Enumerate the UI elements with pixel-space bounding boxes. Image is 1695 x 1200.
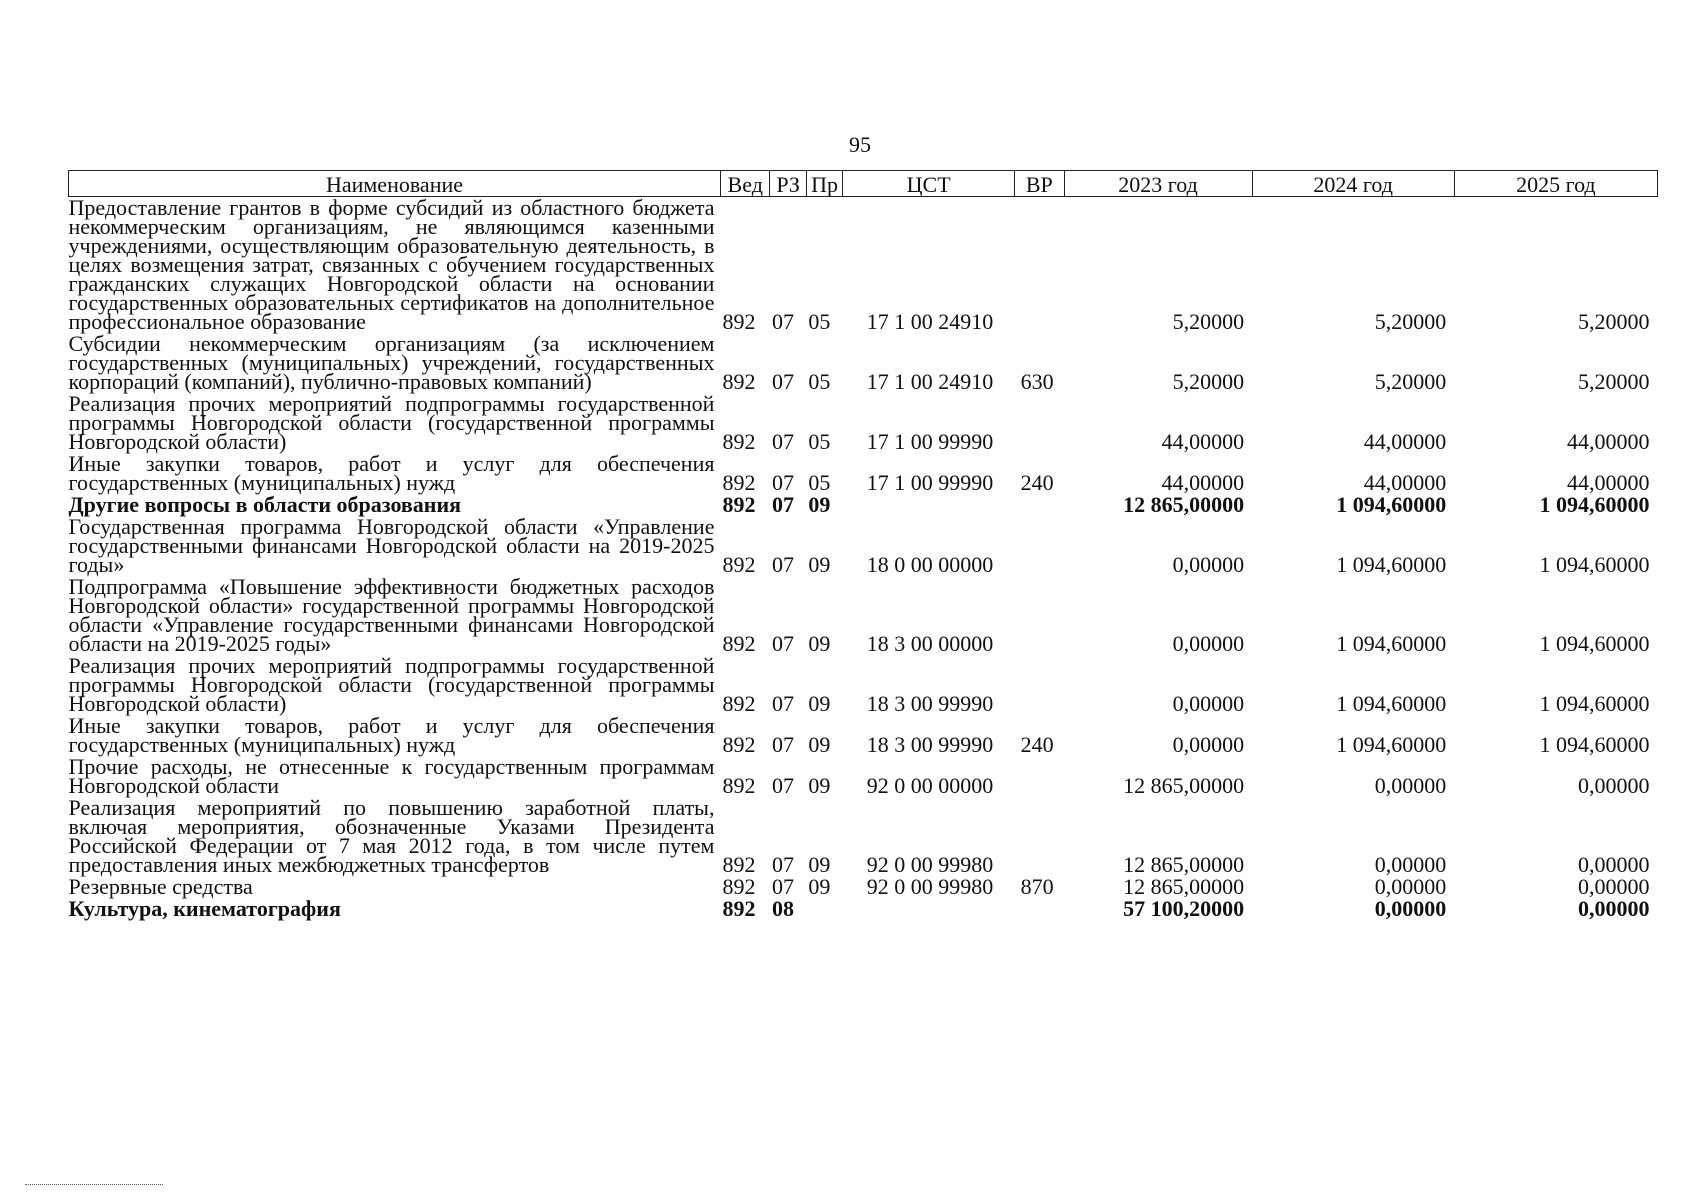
table-row bbox=[69, 876, 1658, 898]
cell-2025: 5,20000 bbox=[1578, 369, 1650, 394]
table-row bbox=[69, 333, 1658, 393]
cell-vr bbox=[1015, 898, 1065, 920]
cell-2025: 1 094,60000 bbox=[1539, 732, 1650, 757]
cell-ved: 892 bbox=[722, 732, 756, 757]
table-row bbox=[69, 576, 1658, 655]
header-2025: 2025 год bbox=[1454, 171, 1657, 197]
cell-vr bbox=[1015, 655, 1065, 715]
table-body bbox=[69, 197, 1658, 921]
cell-ved: 892 bbox=[722, 429, 756, 454]
cell-pr: 09 bbox=[808, 631, 831, 656]
cell-2024: 0,00000 bbox=[1374, 852, 1447, 877]
footer-divider bbox=[25, 1184, 163, 1185]
cell-cst: 18 3 00 99990 bbox=[866, 691, 994, 716]
cell-2025: 1 094,60000 bbox=[1539, 631, 1650, 656]
table-header-row bbox=[69, 171, 1658, 197]
cell-ved: 892 bbox=[722, 773, 756, 798]
cell-pr: 05 bbox=[808, 309, 831, 334]
cell-2024: 0,00000 bbox=[1374, 874, 1447, 899]
table-row bbox=[69, 715, 1658, 756]
cell-2025: 0,00000 bbox=[1578, 874, 1650, 899]
cell-2023: 0,00000 bbox=[1172, 732, 1245, 757]
table-row bbox=[69, 494, 1658, 516]
cell-vr bbox=[1015, 516, 1065, 576]
cell-2023: 12 865,00000 bbox=[1123, 492, 1245, 517]
header-cst: ЦСТ bbox=[843, 171, 1015, 197]
cell-cst: 17 1 00 24910 bbox=[866, 309, 994, 334]
cell-vr bbox=[1015, 494, 1065, 516]
cell-rz: 07 bbox=[771, 631, 794, 656]
cell-vr bbox=[1015, 797, 1065, 876]
header-2024: 2024 год bbox=[1252, 171, 1454, 197]
cell-name: Подпрограмма «Повышение эффективности бюджетных расходов Новгородской области» государственной программы Новгородской области «Управление государственными финансами Новгородской области на 2019-2025 годы» bbox=[68, 574, 715, 656]
cell-2024: 1 094,60000 bbox=[1336, 691, 1447, 716]
cell-ved: 892 bbox=[722, 470, 756, 495]
header-ved: Вед bbox=[720, 171, 770, 197]
cell-rz: 07 bbox=[771, 492, 794, 517]
cell-name: Иные закупки товаров, работ и услуг для обеспечения государственных (муниципальных) нужд bbox=[68, 451, 715, 495]
table-row bbox=[69, 655, 1658, 715]
cell-rz: 07 bbox=[771, 874, 794, 899]
cell-ved: 892 bbox=[722, 852, 756, 877]
cell-name: Прочие расходы, не отнесенные к государственным программам Новгородской области bbox=[68, 754, 715, 798]
cell-rz: 07 bbox=[771, 369, 794, 394]
cell-rz: 07 bbox=[771, 552, 794, 577]
cell-2024: 44,00000 bbox=[1363, 470, 1447, 495]
table-row bbox=[69, 898, 1658, 920]
cell-name: Резервные средства bbox=[68, 874, 253, 899]
cell-2023: 0,00000 bbox=[1172, 631, 1245, 656]
cell-2025: 0,00000 bbox=[1578, 852, 1650, 877]
cell-name: Государственная программа Новгородской области «Управление государственными финансами Новгородской области на 2019-2025 годы» bbox=[68, 514, 715, 577]
cell-cst: 18 3 00 99990 bbox=[866, 732, 994, 757]
cell-pr: 09 bbox=[808, 773, 831, 798]
cell-name: Иные закупки товаров, работ и услуг для обеспечения государственных (муниципальных) нужд bbox=[68, 713, 715, 757]
cell-rz: 07 bbox=[771, 309, 794, 334]
cell-ved: 892 bbox=[722, 369, 756, 394]
cell-2023: 0,00000 bbox=[1172, 691, 1245, 716]
header-2023: 2023 год bbox=[1064, 171, 1252, 197]
cell-pr: 09 bbox=[808, 852, 831, 877]
cell-cst: 92 0 00 99980 bbox=[866, 852, 994, 877]
cell-2023: 0,00000 bbox=[1172, 552, 1245, 577]
cell-pr: 09 bbox=[808, 732, 831, 757]
cell-cst: 92 0 00 00000 bbox=[866, 773, 994, 798]
cell-2023: 44,00000 bbox=[1161, 429, 1245, 454]
cell-pr: 09 bbox=[808, 492, 831, 517]
cell-rz: 07 bbox=[771, 429, 794, 454]
page-number: 95 bbox=[849, 132, 871, 157]
cell-ved: 892 bbox=[722, 492, 756, 517]
cell-2023: 12 865,00000 bbox=[1123, 874, 1245, 899]
cell-2024: 1 094,60000 bbox=[1336, 732, 1447, 757]
cell-ved: 892 bbox=[722, 552, 756, 577]
table-row bbox=[69, 797, 1658, 876]
cell-2025: 44,00000 bbox=[1567, 470, 1650, 495]
cell-pr bbox=[806, 898, 842, 920]
cell-2024: 44,00000 bbox=[1363, 429, 1447, 454]
cell-pr: 09 bbox=[808, 691, 831, 716]
cell-2023: 12 865,00000 bbox=[1123, 852, 1245, 877]
cell-rz: 07 bbox=[771, 732, 794, 757]
cell-name: Субсидии некоммерческим организациям (за исключением государственных (муниципальных) учреждений, государственных корпораций (компаний), публично-правовых компаний) bbox=[68, 331, 715, 394]
cell-2023: 5,20000 bbox=[1172, 369, 1245, 394]
cell-pr: 05 bbox=[808, 429, 831, 454]
cell-2023: 5,20000 bbox=[1172, 309, 1245, 334]
cell-2023: 44,00000 bbox=[1161, 470, 1245, 495]
table-row bbox=[69, 516, 1658, 576]
cell-vr bbox=[1015, 197, 1065, 334]
cell-2025: 1 094,60000 bbox=[1539, 492, 1650, 517]
cell-cst: 17 1 00 99990 bbox=[866, 470, 994, 495]
budget-table bbox=[68, 170, 1658, 920]
cell-rz: 07 bbox=[771, 852, 794, 877]
cell-vr: 630 bbox=[1020, 369, 1054, 394]
header-vr: ВР bbox=[1015, 171, 1065, 197]
cell-2025: 1 094,60000 bbox=[1539, 552, 1650, 577]
header-rz: РЗ bbox=[770, 171, 806, 197]
cell-ved: 892 bbox=[722, 874, 756, 899]
cell-rz: 07 bbox=[771, 470, 794, 495]
cell-cst bbox=[843, 494, 1015, 516]
table-row bbox=[69, 393, 1658, 453]
cell-name: Другие вопросы в области образования bbox=[68, 492, 462, 517]
cell-2024: 1 094,60000 bbox=[1336, 631, 1447, 656]
cell-2023: 12 865,00000 bbox=[1123, 773, 1245, 798]
cell-2025: 5,20000 bbox=[1578, 309, 1650, 334]
table-row bbox=[69, 756, 1658, 797]
cell-cst bbox=[843, 898, 1015, 920]
table-row bbox=[69, 197, 1658, 334]
cell-pr: 05 bbox=[808, 369, 831, 394]
cell-vr bbox=[1015, 576, 1065, 655]
cell-pr: 09 bbox=[808, 552, 831, 577]
cell-rz: 08 bbox=[771, 896, 794, 921]
cell-vr: 240 bbox=[1020, 732, 1054, 757]
cell-name: Реализация прочих мероприятий подпрограммы государственной программы Новгородской области (государственной программы Новгородской области) bbox=[68, 391, 715, 454]
cell-2023: 57 100,20000 bbox=[1123, 896, 1245, 921]
cell-ved: 892 bbox=[722, 631, 756, 656]
cell-2024: 5,20000 bbox=[1374, 369, 1447, 394]
cell-2025: 0,00000 bbox=[1578, 773, 1650, 798]
cell-name: Реализация мероприятий по повышению заработной платы, включая мероприятия, обозначенные Указами Президента Российской Федерации от 7 мая 2012 года, в том числе путем предоставления иных межбюджетных трансфертов bbox=[68, 795, 715, 877]
cell-ved: 892 bbox=[722, 691, 756, 716]
cell-2024: 1 094,60000 bbox=[1336, 492, 1447, 517]
cell-ved: 892 bbox=[722, 896, 756, 921]
cell-ved: 892 bbox=[722, 309, 756, 334]
cell-cst: 18 3 00 00000 bbox=[866, 631, 994, 656]
cell-2024: 5,20000 bbox=[1374, 309, 1447, 334]
cell-2025: 44,00000 bbox=[1567, 429, 1650, 454]
cell-rz: 07 bbox=[771, 691, 794, 716]
cell-name: Культура, кинематография bbox=[68, 896, 341, 921]
cell-2025: 1 094,60000 bbox=[1539, 691, 1650, 716]
cell-vr: 870 bbox=[1020, 874, 1054, 899]
cell-pr: 05 bbox=[808, 470, 831, 495]
table-row bbox=[69, 453, 1658, 494]
header-name: Наименование bbox=[69, 171, 721, 197]
cell-2024: 0,00000 bbox=[1374, 773, 1447, 798]
cell-name: Реализация прочих мероприятий подпрограммы государственной программы Новгородской области (государственной программы Новгородской области) bbox=[68, 653, 715, 716]
cell-vr bbox=[1015, 756, 1065, 797]
cell-vr bbox=[1015, 393, 1065, 453]
cell-cst: 92 0 00 99980 bbox=[866, 874, 994, 899]
cell-rz: 07 bbox=[771, 773, 794, 798]
cell-cst: 17 1 00 99990 bbox=[866, 429, 994, 454]
cell-name: Предоставление грантов в форме субсидий из областного бюджета некоммерческим организациям, не являющимся казенными учреждениями, осуществляющим образовательную деятельность, в целях возмещения затрат, связанных с обучением государственных гражданских служащих Новгородской области на основании государственных образовательных сертификатов на дополнительное профессиональное образование bbox=[68, 195, 715, 334]
cell-2024: 0,00000 bbox=[1374, 896, 1447, 921]
cell-2024: 1 094,60000 bbox=[1336, 552, 1447, 577]
header-pr: Пр bbox=[806, 171, 842, 197]
cell-cst: 17 1 00 24910 bbox=[866, 369, 994, 394]
cell-vr: 240 bbox=[1020, 470, 1054, 495]
cell-pr: 09 bbox=[808, 874, 831, 899]
cell-2025: 0,00000 bbox=[1578, 896, 1650, 921]
cell-cst: 18 0 00 00000 bbox=[866, 552, 994, 577]
